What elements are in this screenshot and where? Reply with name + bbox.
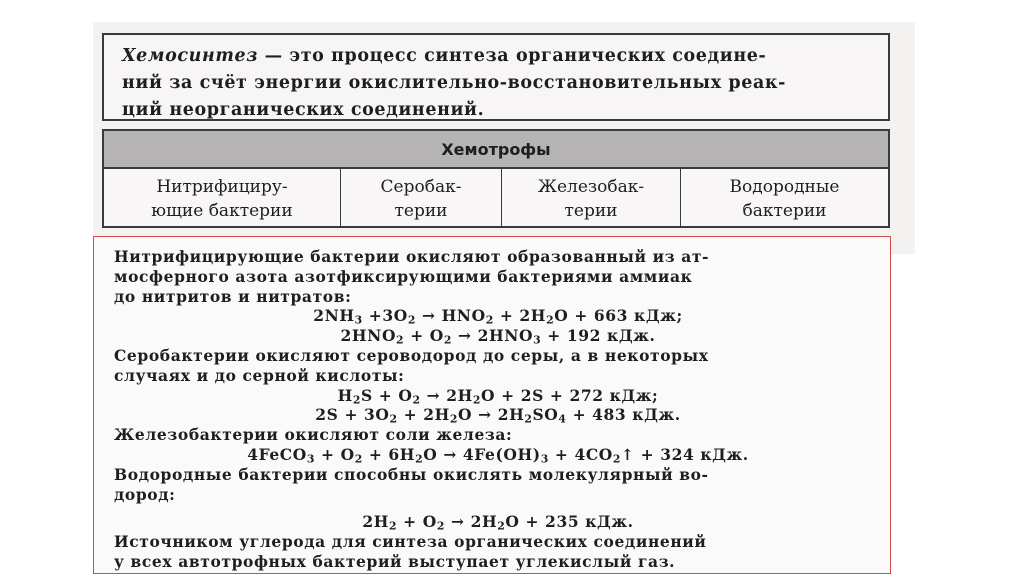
equation: $2H_2 + O_2 \to 2H_2O + 235$ кДж.: [362, 512, 634, 534]
equation: $2HNO_2 + O_2 \to 2HNO_3 + 192$ кДж.: [340, 326, 656, 347]
text-line: у всех автотрофных бактерий выступает углекислый газ.: [114, 551, 676, 571]
definition-box: [102, 33, 890, 121]
text-line: мосферного азота азотфиксирующими бактериями аммиак: [114, 266, 693, 286]
definition-line-3: ций неорганических соединений.: [122, 100, 485, 120]
text-line: случаях и до серной кислоты:: [114, 365, 405, 385]
table-header: Хемотрофы: [104, 131, 888, 169]
table-cell-nitrifying: Нитрифициру- ющие бактерии: [151, 176, 293, 221]
text-line: до нитритов и нитратов:: [114, 286, 352, 306]
table-cell-sulfur: Серобак- терии: [340, 169, 501, 228]
definition-term: Хемосинтез: [122, 46, 258, 66]
table-row: [104, 169, 888, 228]
definition-line-2: ний за счёт энергии окислительно-восстановительных реак-: [122, 73, 787, 93]
text-line: дород:: [114, 484, 176, 504]
chemosynthesis-text: [93, 236, 891, 574]
equation: 4FeCO$_3$ + $O_2 + 6H_2O \to 4Fe(OH)_3$ + $4CO_2↑ + 324$ кДж.: [247, 444, 749, 466]
text-line: Серобактерии окисляют сероводород до серы, а в некоторых: [114, 345, 709, 365]
table-cell-hydrogen: Водородные бактерии: [680, 169, 888, 228]
equation: $H_2S + O_2 \to 2H_2O + 2S + 272$ кДж;: [337, 385, 659, 407]
equation: $2S + 3O_2 + 2H_2O \to 2H_2SO_4 + 483$ кДж.: [315, 405, 681, 427]
equation: $2NH_3 +3O_2 \to HNO_2 + 2H_2O + 663$ кДж;: [313, 306, 683, 328]
definition-line-1: Хемосинтез — это процесс синтеза органических соедине-: [122, 46, 767, 66]
table-cell-iron: Железобак- терии: [501, 169, 680, 228]
text-line: Источником углерода для синтеза органических соединений: [114, 532, 707, 552]
chemotrophs-table: [102, 129, 890, 228]
text-line: Нитрифицирующие бактерии окисляют образованный из ат-: [114, 247, 710, 266]
text-line: Железобактерии окисляют соли железа:: [114, 425, 513, 445]
text-line: Водородные бактерии способны окислять молекулярный во-: [114, 464, 709, 484]
